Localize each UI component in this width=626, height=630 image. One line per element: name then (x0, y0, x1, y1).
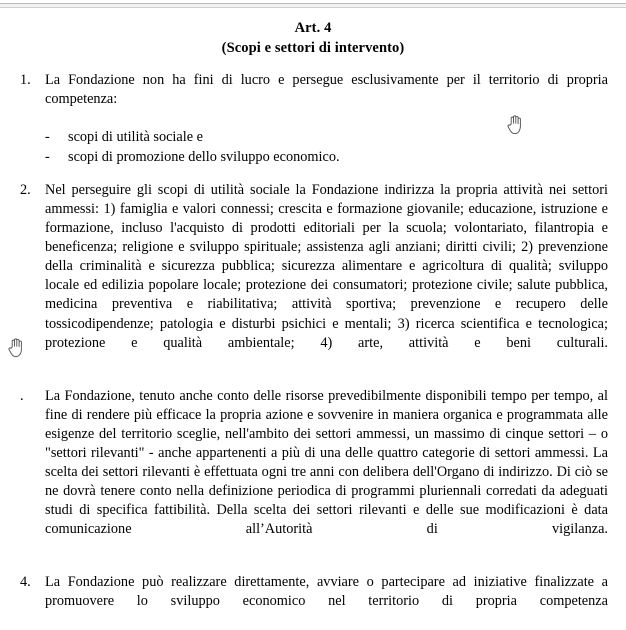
article-subtitle: (Scopi e settori di intervento) (221, 40, 405, 56)
clause-text: La Fondazione non ha fini di lucro e persegue esclusivamente per il territorio di propria competenza: (45, 72, 608, 108)
article-title: Art. 4 (294, 20, 332, 36)
clause-text: Nel perseguire gli scopi di utilità sociale la Fondazione indirizza la propria attività nei settori ammessi: 1) famiglia e valori connessi; crescita e formazione giovanile; educazione, istruzione e formazione, incluso l'acquisto di prodotti editoriali per la scuola; volontariato, filantropia e beneficenza; religione e sviluppo spirituale; assistenza agli anziani; diritti civili; 2) prevenzione della criminalità e sicurezza pubblica; sicurezza alimentare e agricoltura di qualità; sviluppo locale ed edilizia popolare locale; protezione dei consumatori; protezione civile; salute pubblica, medicina preventiva e riabilitativa; attività sportiva; prevenzione e recupero delle tossicodipendenze; patologia e disturbi psichici e mentali; 3) ricerca scientifica e tecnologica; protezione e qualità ambientale; 4) arte, attività e beni culturali. (45, 181, 608, 351)
clause-item-3 (0, 387, 626, 559)
sub-list-item-label: scopi di promozione dello sviluppo economico. (68, 148, 340, 165)
sub-list-item (45, 128, 608, 147)
clause-1-subitems (45, 128, 608, 167)
clause-marker: 4. (20, 573, 31, 590)
dash-bullet-icon: - (45, 129, 50, 146)
clause-text: La Fondazione può realizzare direttamente, avviare o partecipare ad iniziative finalizzate a promuovere lo sviluppo economico nel territorio di propria competenza (45, 573, 608, 609)
clause-marker: 1. (20, 72, 31, 88)
dash-bullet-icon: - (45, 148, 50, 165)
clause-text: La Fondazione, tenuto anche conto delle risorse prevedibilmente disponibili tempo per tempo, al fine di rendere più efficace la propria azione e sovvenire in maniera organica e programmata alle esigenze del territorio sceglie, nell'ambito dei settori ammessi, un massimo di cinque settori – o "settori rilevanti" - anche appartenenti a più di una delle quattro categorie di settori ammessi. La scelta dei settori rilevanti è effettuata ogni tre anni con delibera dell'Organo di indirizzo. Di ciò se ne dovrà tenere conto nella definizione periodica di programmi pluriennali corredati da adeguati studi di specifica fattibilità. Della scelta dei settori rilevanti e delle sue modificazioni è data comunicazione all’Autorità di vigilanza. (45, 387, 608, 538)
sub-list-item (45, 148, 608, 167)
clause-item-4 (0, 573, 626, 630)
clause-marker: 2. (20, 181, 31, 198)
sub-list-item-label: scopi di utilità sociale e (68, 129, 203, 146)
clause-item-1 (0, 71, 626, 167)
clause-item-2 (0, 181, 626, 372)
clause-marker: . (20, 387, 24, 404)
